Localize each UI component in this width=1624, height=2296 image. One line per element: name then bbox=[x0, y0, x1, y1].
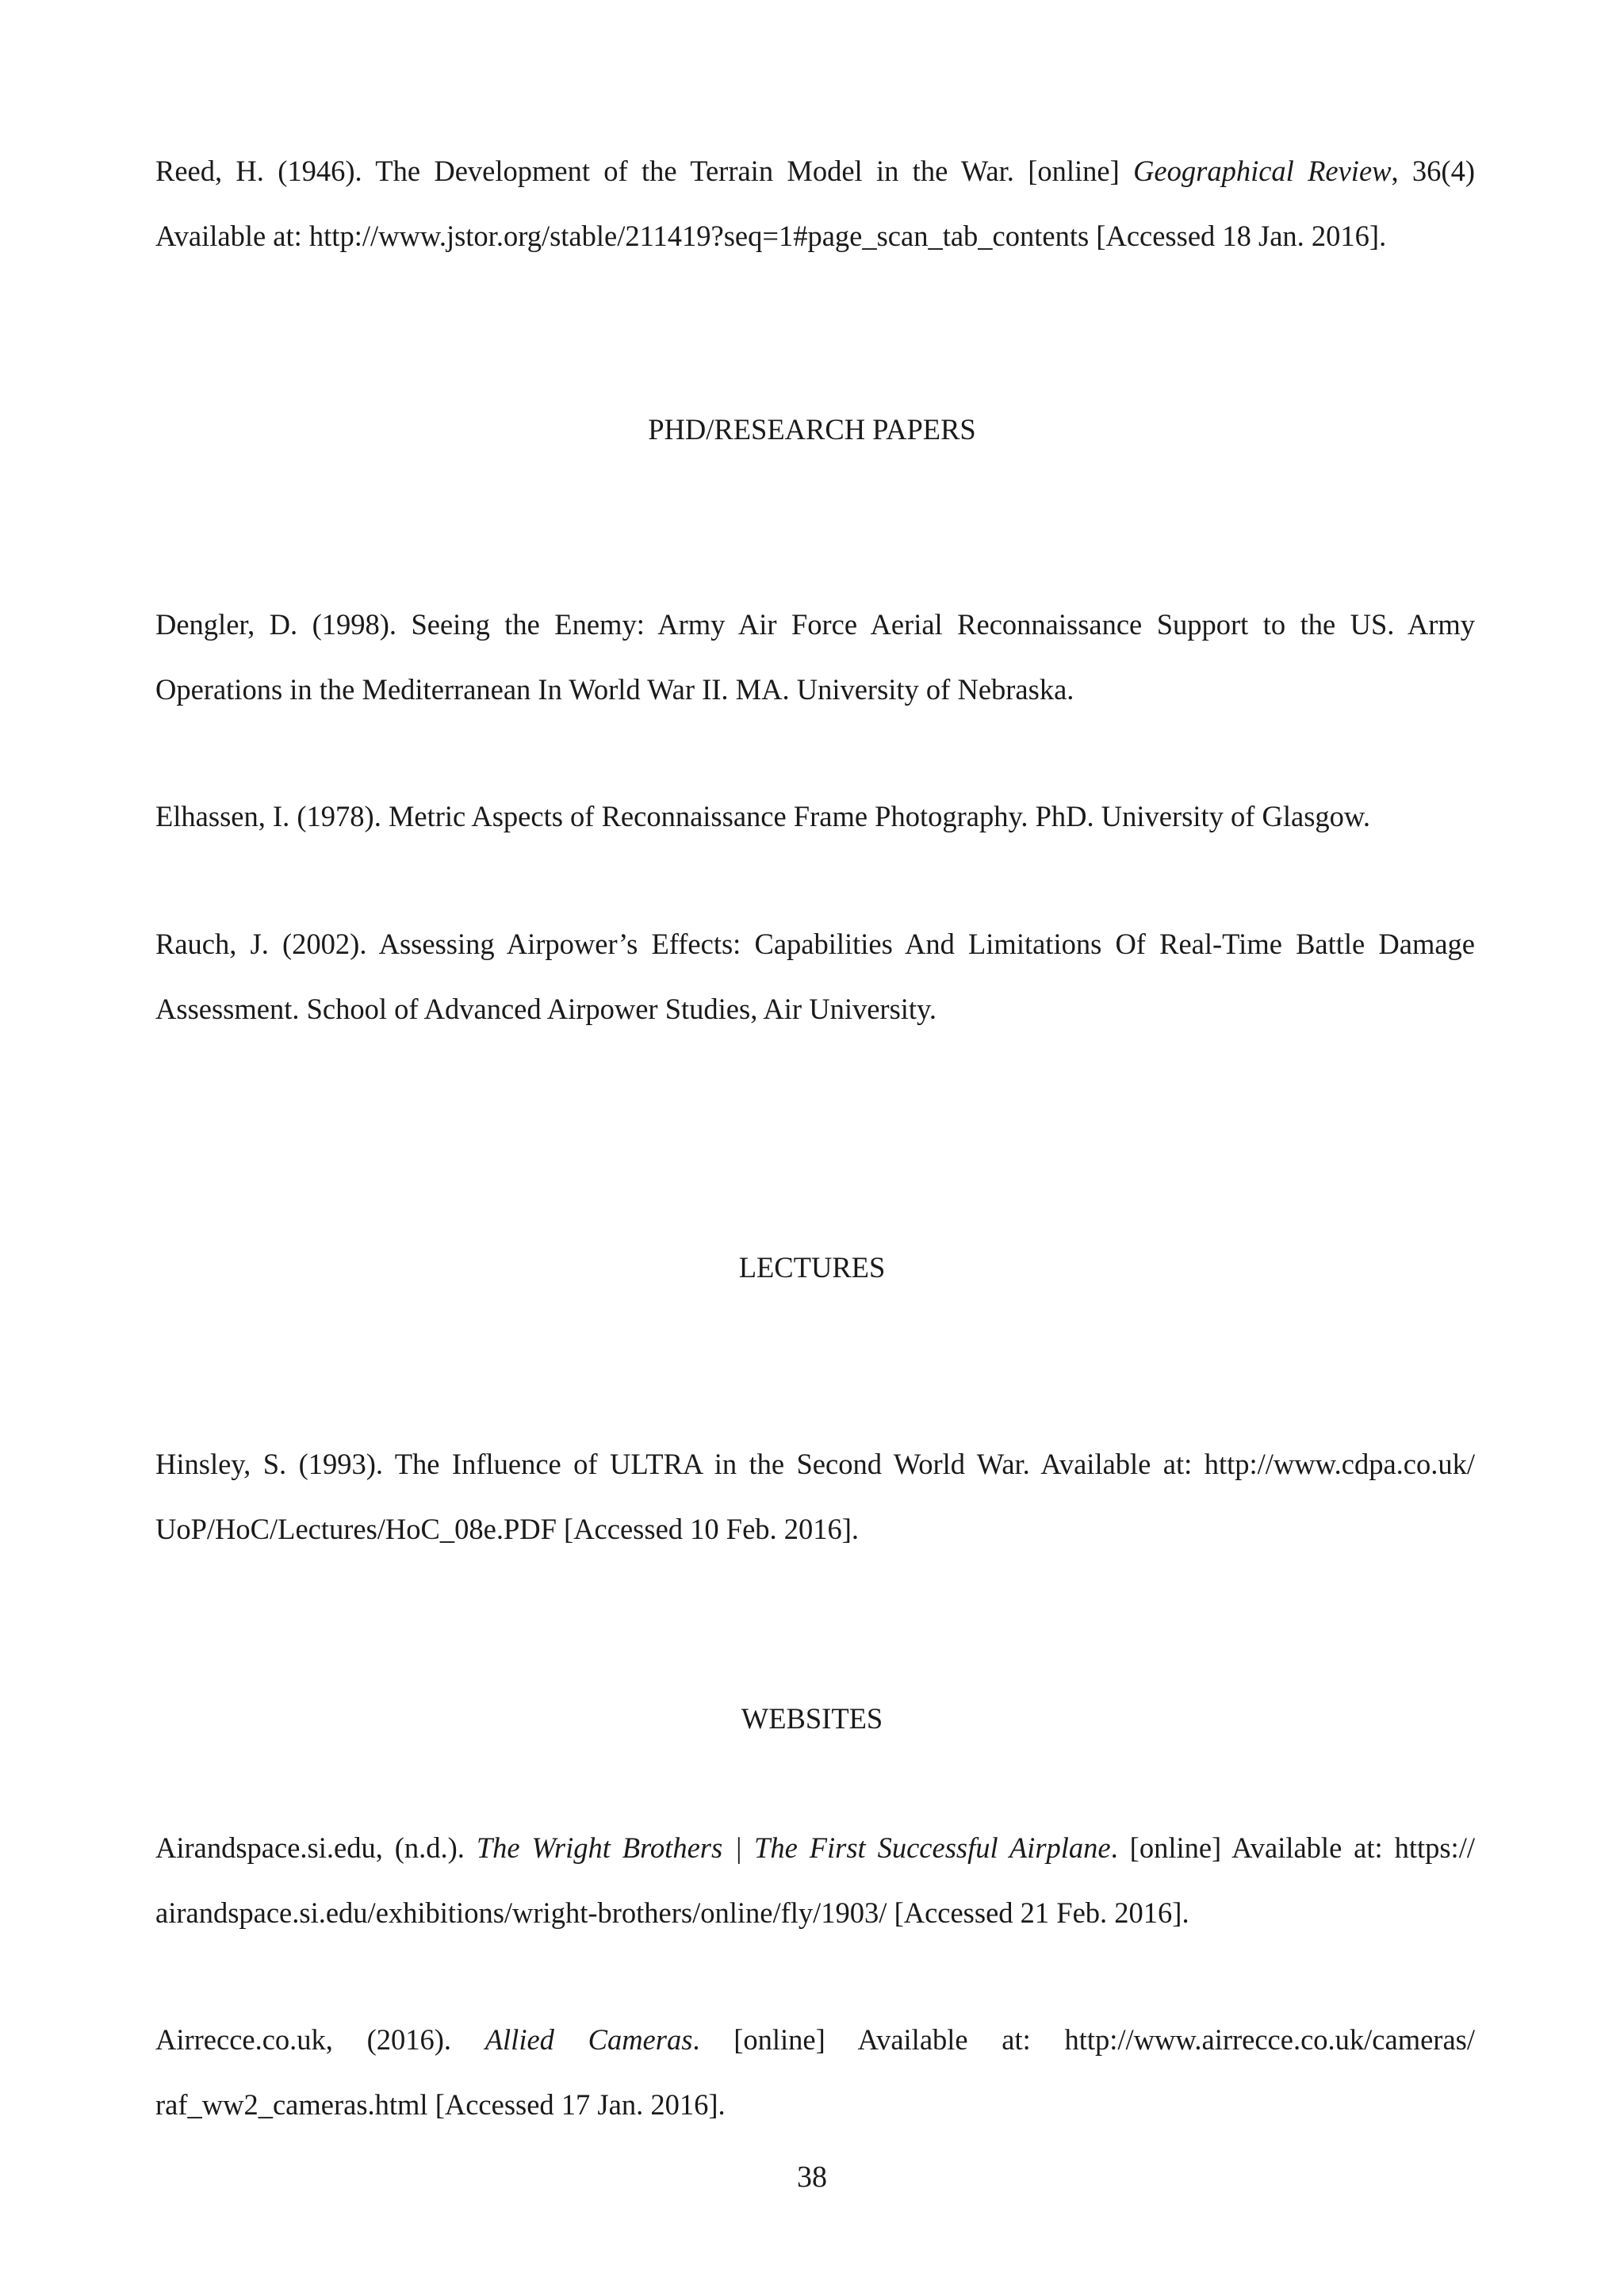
reference-rauch bbox=[155, 912, 1475, 1042]
web-page-title: Allied Cameras bbox=[485, 2023, 693, 2056]
reference-line: Dengler, D. (1998). Seeing the Enemy: Army Air Force Aerial Reconnaissance Support to the US. Army bbox=[155, 608, 1475, 641]
reference-line: Operations in the Mediterranean In World War II. MA. University of Nebraska. bbox=[155, 673, 1074, 706]
section-heading-websites: WEBSITES bbox=[741, 1702, 883, 1735]
reference-text: , 36(4) bbox=[1391, 155, 1475, 187]
reference-line: raf_ww2_cameras.html [Accessed 17 Jan. 2016]. bbox=[155, 2088, 726, 2121]
reference-line: UoP/HoC/Lectures/HoC_08e.PDF [Accessed 10 Feb. 2016]. bbox=[155, 1513, 860, 1545]
reference-line bbox=[155, 139, 1475, 204]
reference-text: Reed, H. (1946). The Development of the Terrain Model in the War. [online] bbox=[155, 155, 1134, 187]
web-page-title: The Wright Brothers | The First Successful Airplane bbox=[476, 1831, 1111, 1864]
reference-reed bbox=[155, 139, 1475, 269]
reference-line bbox=[155, 2007, 1475, 2072]
page-number: 38 bbox=[797, 2160, 827, 2194]
reference-dengler bbox=[155, 592, 1475, 722]
reference-text: . [online] Available at: https:// bbox=[1110, 1831, 1475, 1864]
journal-title: Geographical Review bbox=[1133, 155, 1392, 187]
reference-airrecce bbox=[155, 2007, 1475, 2137]
reference-text: Airandspace.si.edu, (n.d.). bbox=[155, 1831, 477, 1864]
reference-elhassen bbox=[155, 784, 1475, 849]
reference-line: Assessment. School of Advanced Airpower Studies, Air University. bbox=[155, 993, 937, 1025]
reference-line: Hinsley, S. (1993). The Influence of ULTRA in the Second World War. Available at: http://www.cdpa.co.uk/ bbox=[155, 1448, 1475, 1480]
reference-airandspace bbox=[155, 1816, 1475, 1946]
section-heading-lectures: LECTURES bbox=[738, 1251, 886, 1284]
reference-text: Airrecce.co.uk, (2016). bbox=[155, 2023, 485, 2056]
reference-text: . [online] Available at: http://www.airrecce.co.uk/cameras/ bbox=[692, 2023, 1475, 2056]
reference-line: airandspace.si.edu/exhibitions/wright-brothers/online/fly/1903/ [Accessed 21 Feb. 2016]. bbox=[155, 1896, 1189, 1929]
reference-line bbox=[155, 1816, 1475, 1881]
reference-line: Available at: http://www.jstor.org/stable/211419?seq=1#page_scan_tab_contents [Accessed 18 Jan. 2016]. bbox=[155, 220, 1387, 252]
reference-line: Rauch, J. (2002). Assessing Airpower’s Effects: Capabilities And Limitations Of Real-Time Battle Damage bbox=[155, 928, 1475, 960]
reference-hinsley bbox=[155, 1432, 1475, 1562]
section-heading-phd: PHD/RESEARCH PAPERS bbox=[648, 413, 976, 446]
reference-line: Elhassen, I. (1978). Metric Aspects of Reconnaissance Frame Photography. PhD. University of Glasgow. bbox=[155, 800, 1371, 832]
